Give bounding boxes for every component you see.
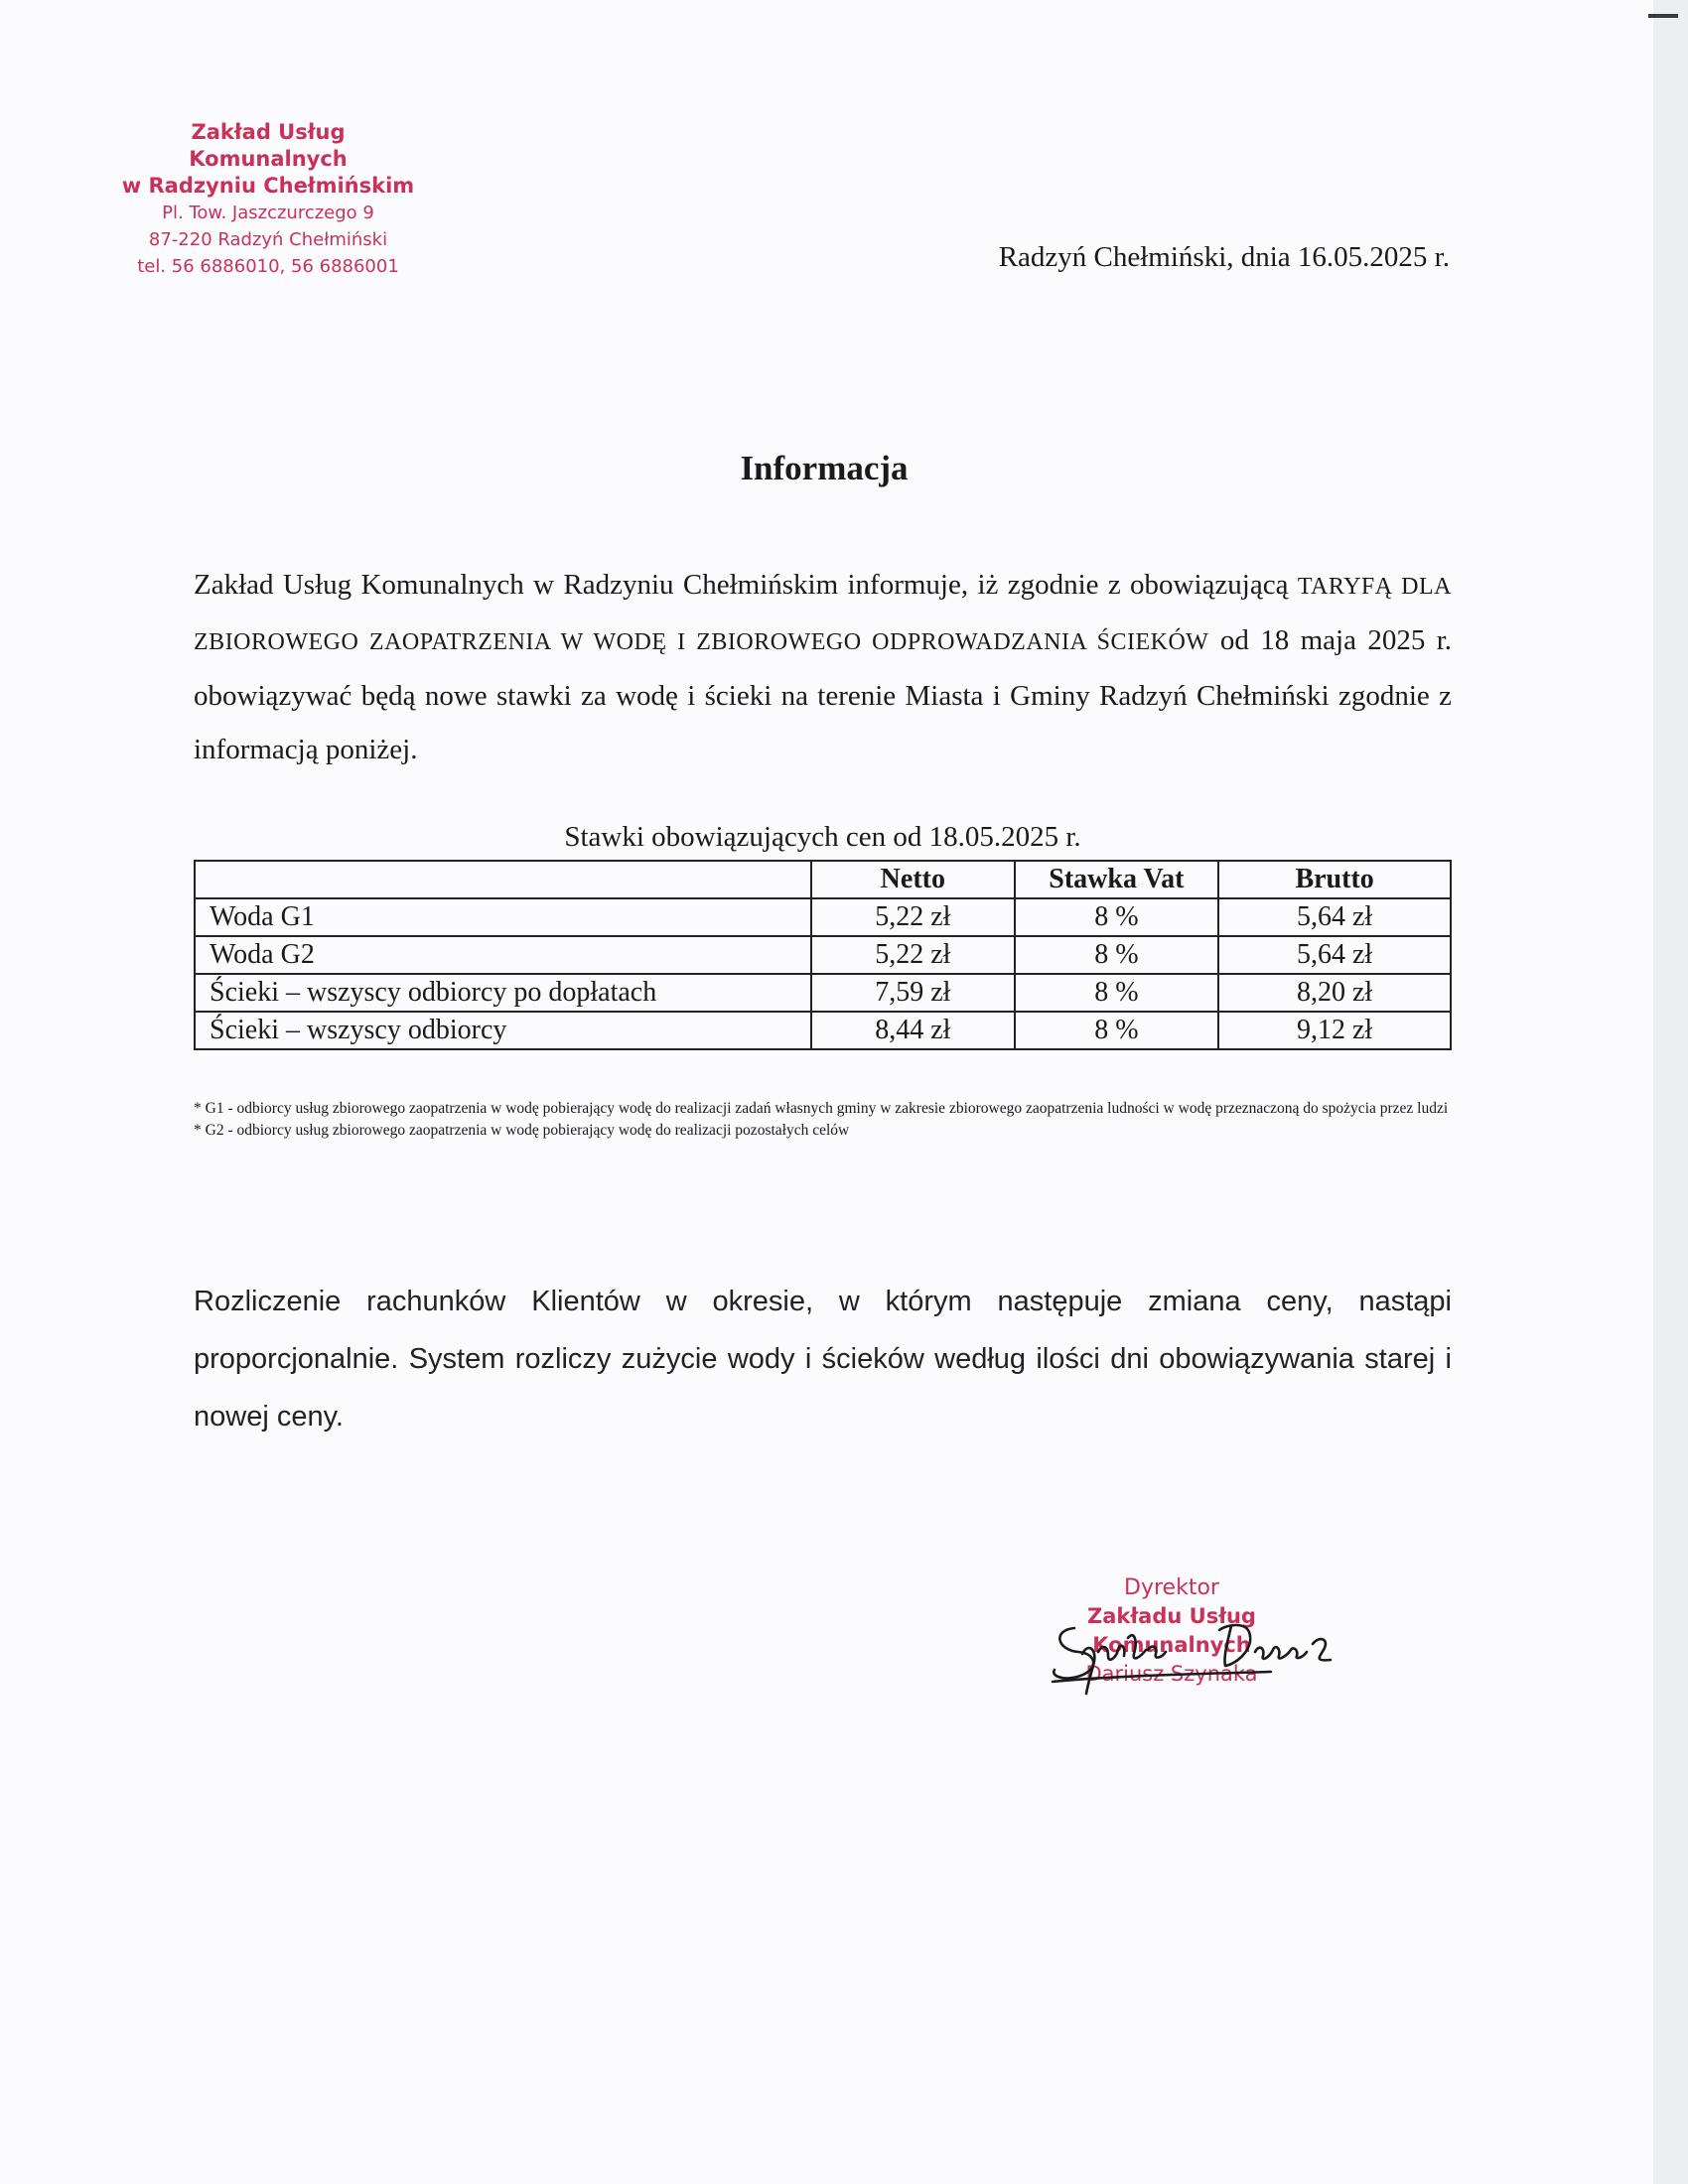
header-netto: Netto [811, 861, 1014, 898]
signature-stroke [1054, 1628, 1093, 1679]
sender-stamp [109, 119, 427, 280]
footnote-g1: * G1 - odbiorcy usług zbiorowego zaopatrzenia w wodę pobierający wodę do realizacji zadań własnych gminy w zakresie zbiorowego zaopatrzenia ludności w wodę przeznaczoną do spożycia przez ludzi [194, 1100, 1449, 1117]
row-netto: 5,22 zł [811, 898, 1014, 936]
signature-stroke [1255, 1647, 1307, 1659]
signature-stroke [1128, 1635, 1146, 1658]
table-caption: Stawki obowiązujących cen od 18.05.2025 r. [564, 821, 1081, 853]
scan-edge-mark [1648, 14, 1678, 18]
director-name: Dariusz Szynaka [1085, 1662, 1258, 1686]
document-title: Informacja [740, 449, 909, 487]
header-vat: Stawka Vat [1015, 861, 1219, 898]
date-line: Radzyń Chełmiński, dnia 16.05.2025 r. [998, 241, 1450, 273]
row-netto: 8,44 zł [811, 1012, 1014, 1049]
table-row [195, 974, 1451, 1012]
row-brutto: 5,64 zł [1218, 936, 1451, 974]
intro-text-1: Zakład Usług Komunalnych w Radzyniu Chełmińskim informuje, iż zgodnie z obowiązującą [194, 569, 1289, 601]
intro-tariff-name: TARYFĄ DLA ZBIOROWEGO ZAOPATRZENIA W WODĘ I ZBIOROWEGO ODPROWADZANIA ŚCIEKÓW [194, 574, 1452, 655]
row-vat: 8 % [1015, 898, 1219, 936]
signature-stroke [1313, 1639, 1331, 1660]
rates-table [194, 860, 1452, 1050]
row-name: Woda G2 [195, 936, 811, 974]
signature-stroke [1148, 1647, 1166, 1658]
row-netto: 7,59 zł [811, 974, 1014, 1012]
sender-stamp-line-2: w Radzyniu Chełmińskim [121, 174, 415, 198]
row-brutto: 8,20 zł [1218, 974, 1451, 1012]
sender-stamp-line-1: Zakład Usług Komunalnych [189, 120, 348, 171]
row-brutto: 5,64 zł [1218, 898, 1451, 936]
scan-edge [1653, 0, 1688, 2184]
sender-stamp-phone: tel. 56 6886010, 56 6886001 [137, 256, 399, 277]
signature-stroke [1098, 1646, 1124, 1660]
row-vat: 8 % [1015, 974, 1219, 1012]
signature-stroke [1219, 1625, 1250, 1666]
row-name: Ścieki – wszyscy odbiorcy po dopłatach [195, 974, 811, 1012]
footnote-g2: * G2 - odbiorcy usług zbiorowego zaopatrzenia w wodę pobierający wodę do realizacji pozostałych celów [194, 1122, 850, 1139]
header-empty [195, 861, 811, 898]
header-brutto: Brutto [1218, 861, 1451, 898]
table-row [195, 936, 1451, 974]
row-brutto: 9,12 zł [1218, 1012, 1451, 1049]
footnotes [194, 1098, 1452, 1142]
table-row [195, 898, 1451, 936]
intro-paragraph [194, 558, 1452, 776]
row-name: Ścieki – wszyscy odbiorcy [195, 1012, 811, 1049]
row-name: Woda G1 [195, 898, 811, 936]
settlement-paragraph: Rozliczenie rachunków Klientów w okresie, w którym następuje zmiana ceny, nastąpi proporcjonalnie. System rozliczy zużycie wody i ścieków według ilości dni obowiązywania starej i nowej ceny. [194, 1286, 1452, 1433]
sender-stamp-address: Pl. Tow. Jaszczurczego 9 [162, 203, 374, 223]
table-row [195, 1012, 1451, 1049]
director-institution: Zakładu Usług Komunalnych [1087, 1604, 1256, 1657]
row-netto: 5,22 zł [811, 936, 1014, 974]
handwritten-signature [1043, 1608, 1360, 1698]
director-role: Dyrektor [1124, 1575, 1219, 1600]
table-header-row [195, 861, 1451, 898]
intro-text-2: od 18 maja 2025 r. obowiązywać będą nowe stawki za wodę i ścieki na terenie Miasta i Gminy Radzyń Chełmiński zgodnie z informacją poniżej. [194, 624, 1453, 765]
row-vat: 8 % [1015, 1012, 1219, 1049]
sender-stamp-postcode: 87-220 Radzyń Chełmiński [148, 229, 388, 250]
row-vat: 8 % [1015, 936, 1219, 974]
